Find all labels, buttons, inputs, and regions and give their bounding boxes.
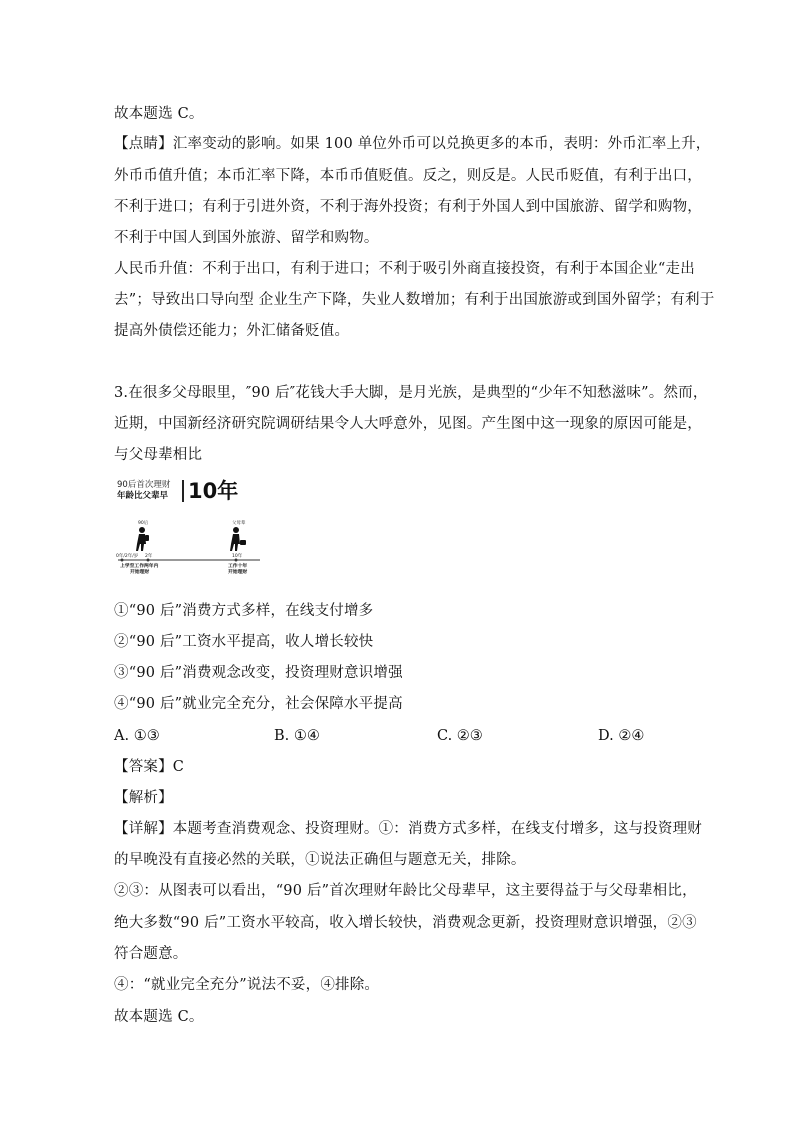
text-line: 【点睛】汇率变动的影响。如果 100 单位外币可以兑换更多的本币，表明：外币汇率上升，: [114, 136, 711, 152]
person-90s-icon: [136, 527, 149, 551]
question-stem: 与父母辈相比: [114, 447, 203, 463]
figure-title-line1: 90后首次理财: [117, 480, 171, 490]
caption-right-2: 开始理财: [228, 570, 248, 575]
text-line: 绝大多数“90 后”工资水平较高，收入增长较快，消费观念更新，投资理财意识增强，②③: [114, 915, 697, 931]
caption-left-2: 开始理财: [130, 570, 150, 575]
analysis-heading: 【解析】: [114, 790, 173, 806]
option-c: C. ②③: [437, 728, 483, 744]
timeline-illustration: [114, 516, 264, 576]
text-line: 不利于中国人到国外旅游、留学和购物。: [114, 230, 379, 246]
figure-divider: [182, 480, 184, 502]
question-stem: 近期，中国新经济研究院调研结果令人大呼意外，见图。产生图中这一现象的原因可能是，: [114, 416, 702, 432]
caption-left-1: 上学至工作两年内: [120, 564, 159, 569]
option-d: D. ②④: [598, 728, 645, 744]
figure-big-number: 10年: [188, 479, 239, 503]
tick-label: 2年: [145, 554, 153, 559]
label-parents: 父母辈: [232, 521, 246, 526]
text-line: 的早晚没有直接必然的关联，①说法正确但与题意无关，排除。: [114, 852, 526, 868]
option-a: A. ①③: [114, 728, 160, 744]
figure-title-line2: 年龄比父辈早: [117, 491, 169, 501]
answer-line: 【答案】C: [114, 759, 185, 775]
text-line: ④：“就业完全充分”说法不妥，④排除。: [114, 977, 380, 993]
text-line: 故本题选 C。: [114, 1009, 204, 1025]
question-stem: 3.在很多父母眼里，″90 后″花钱大手大脚，是月光族，是典型的“少年不知愁滋味”。然而，: [114, 385, 708, 401]
option-b: B. ①④: [274, 728, 320, 744]
tick-label: 10年: [232, 554, 243, 559]
text-line: 提高外债偿还能力；外汇储备贬值。: [114, 323, 350, 339]
text-line: 人民币升值：不利于出口，有利于进口；不利于吸引外商直接投资，有利于本国企业“走出: [114, 261, 695, 277]
choice-statement: ④“90 后”就业完全充分，社会保障水平提高: [114, 696, 403, 712]
text-line: 符合题意。: [114, 946, 188, 962]
text-line: 去”；导致出口导向型 企业生产下降，失业人数增加；有利于出国旅游或到国外留学；有利于: [114, 292, 715, 308]
infographic-figure: [114, 478, 264, 578]
label-90s: 90后: [138, 521, 149, 526]
person-parent-icon: [230, 527, 246, 551]
text-line: ②③：从图表可以看出，“90 后”首次理财年龄比父母辈早，这主要得益于与父母辈相比，: [114, 883, 697, 899]
caption-right-1: 工作十年: [228, 564, 248, 569]
text-line: 故本题选 C。: [114, 106, 204, 122]
text-line: 外币币值升值；本币汇率下降，本币币值贬值。反之，则反是。人民币贬值，有利于出口，: [114, 168, 702, 184]
choice-statement: ②“90 后”工资水平提高，收人增长较快: [114, 634, 374, 650]
text-line: 不利于进口；有利于引进外资，不利于海外投资；有利于外国人到中国旅游、留学和购物，: [114, 199, 702, 215]
choice-statement: ①“90 后”消费方式多样，在线支付增多: [114, 603, 374, 619]
tick-label: 0年/2年/岁: [116, 554, 139, 559]
text-line: 【详解】本题考查消费观念、投资理财。①：消费方式多样，在线支付增多，这与投资理财: [114, 821, 702, 837]
choice-statement: ③“90 后”消费观念改变，投资理财意识增强: [114, 665, 403, 681]
